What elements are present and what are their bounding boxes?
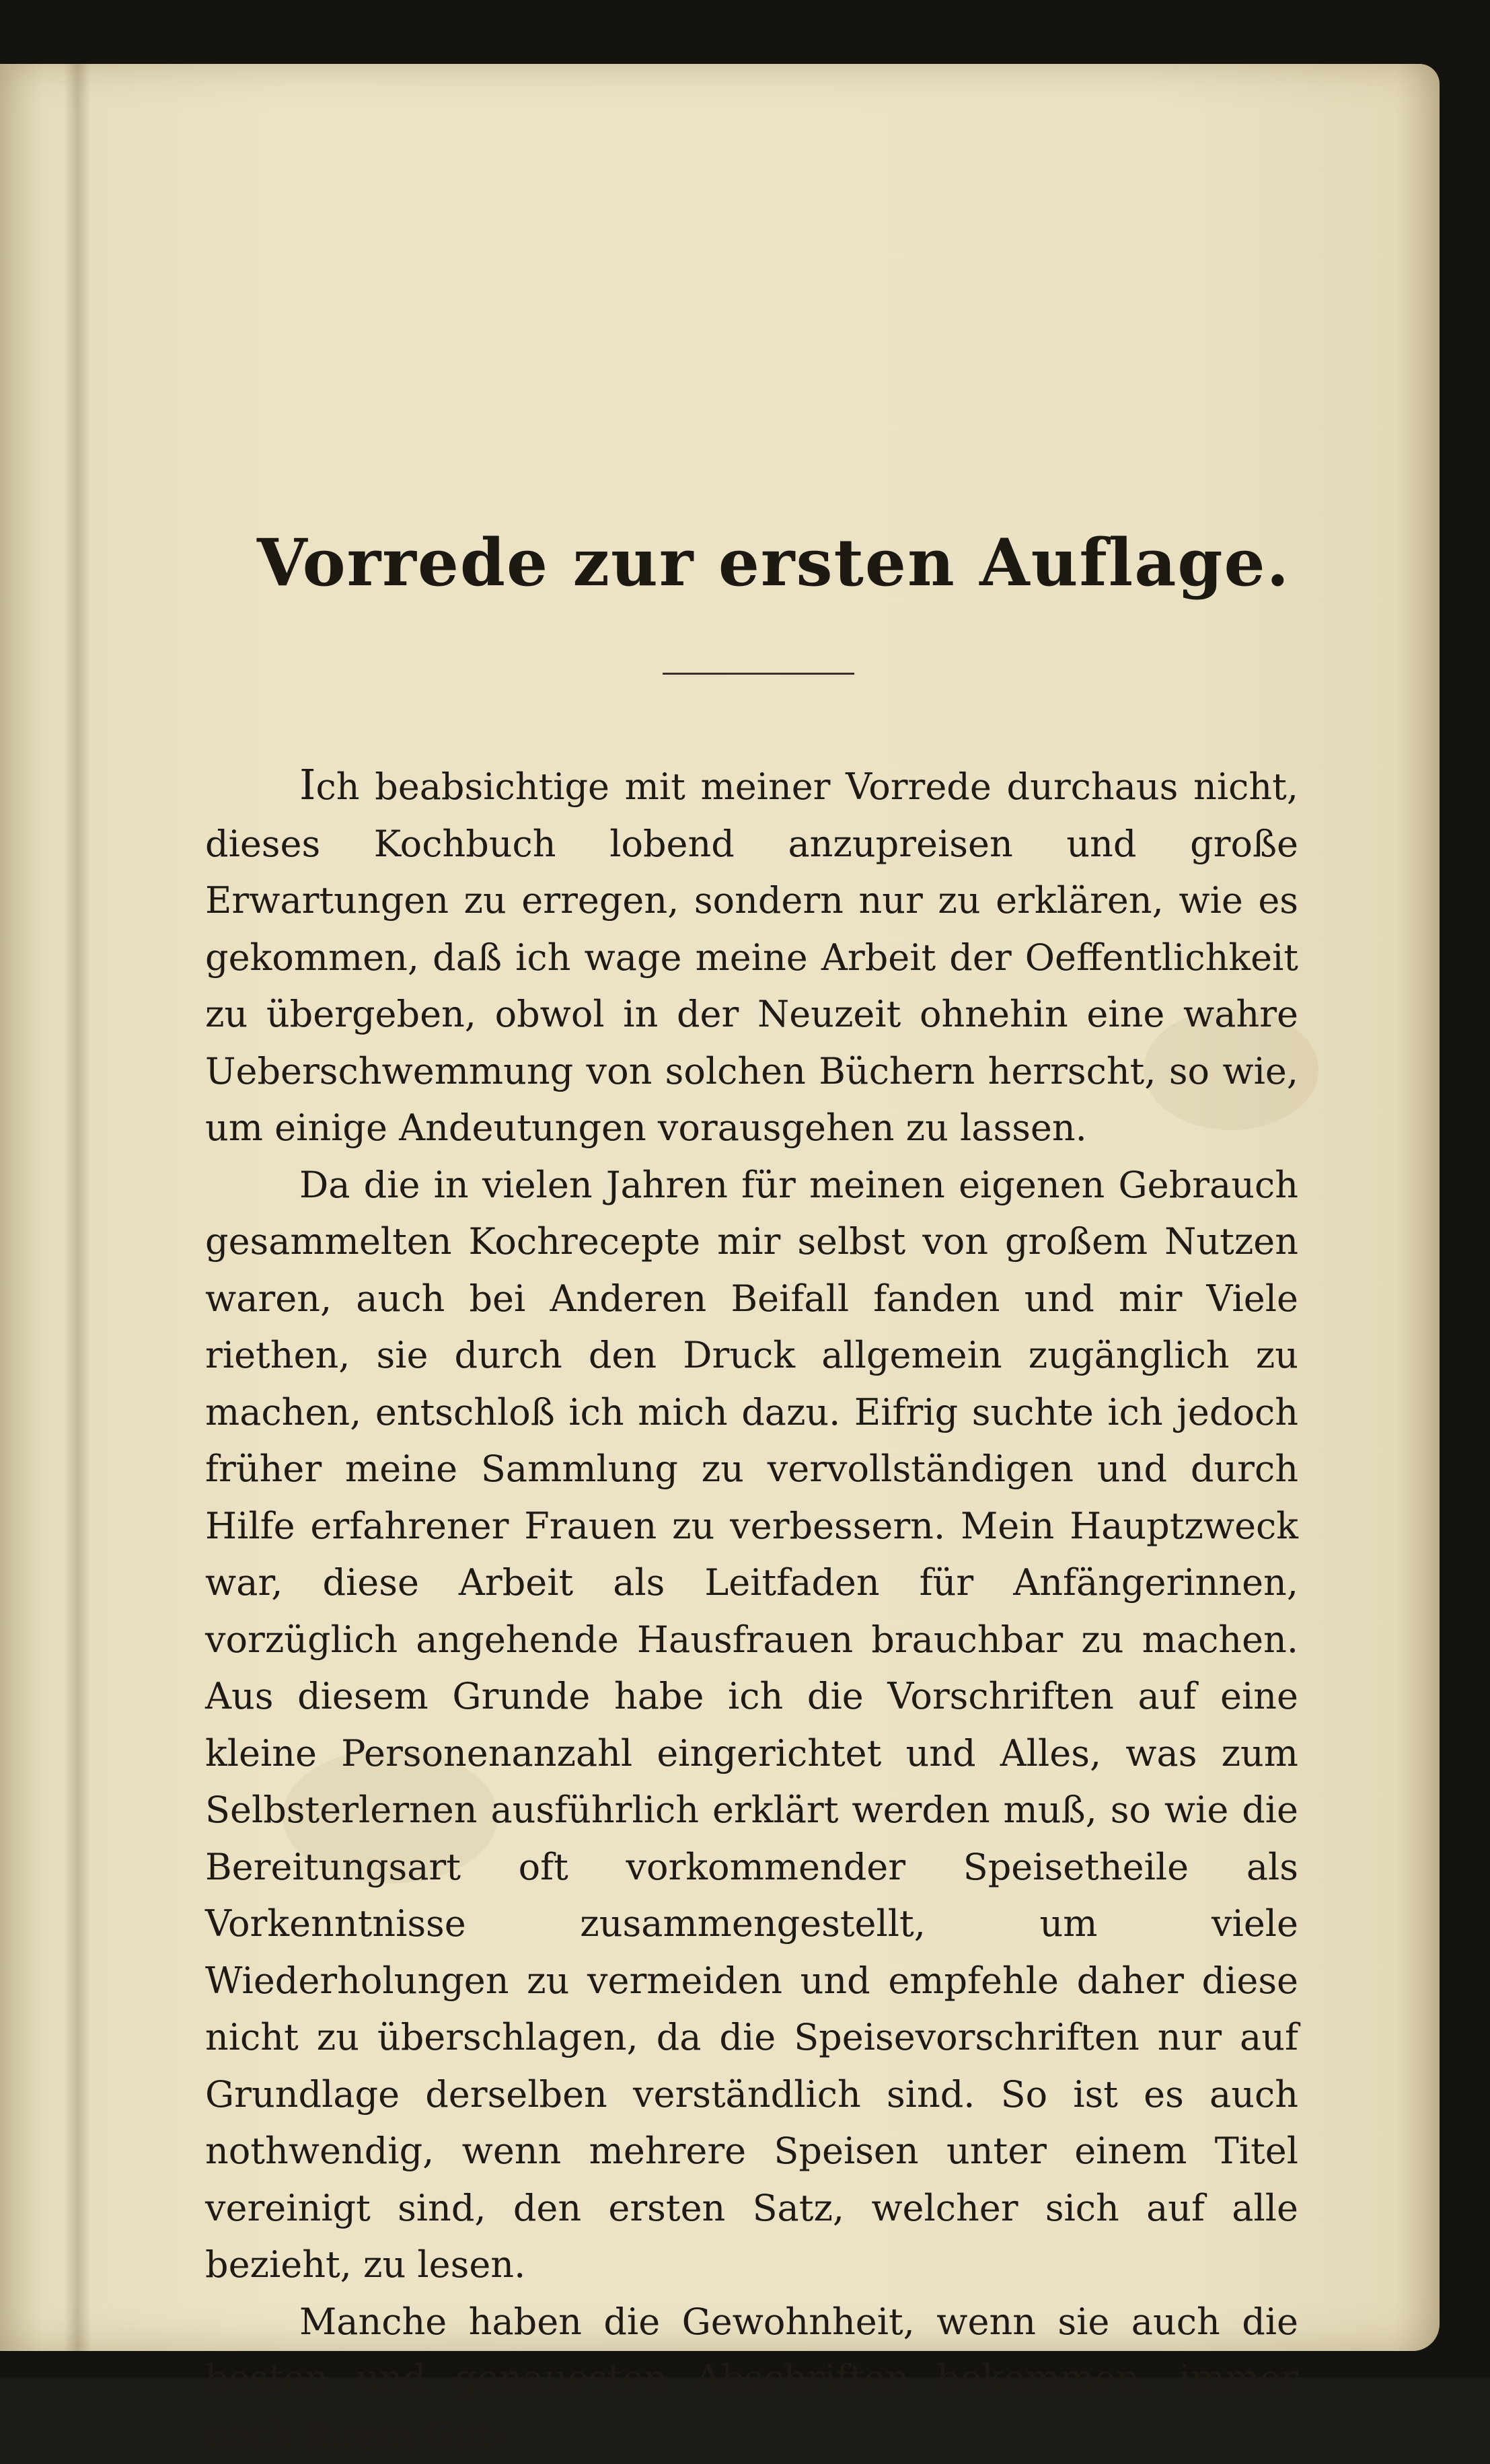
chapter-title: Vorrede zur ersten Auflage. — [168, 525, 1379, 601]
paragraph: Manche haben die Gewohnheit, wenn sie auch die besten und genauesten Abschriften bekommen, immer nach ihrem Gut- — [205, 2294, 1298, 2464]
paragraph: Ich beabsichtige mit meiner Vorrede durchaus nicht, dieses Kochbuch lobend anzupreisen und große Erwartungen zu erregen, sondern nur zu erklären, wie es gekommen, daß ich wage meine Arbeit der Oeffentlichkeit zu übergeben, obwol in der Neuzeit ohnehin eine wahre Ueberschwemmung von solchen Büchern herrscht, so wie, um einige Andeutungen vorausgehen zu lassen. — [205, 757, 1298, 1157]
title-divider — [663, 673, 854, 675]
paragraph: Da die in vielen Jahren für meinen eigenen Gebrauch gesammelten Kochrecepte mir selbst von großem Nutzen waren, auch bei Anderen Beifall fanden und mir Viele riethen, sie durch den Druck allgemein zugänglich zu machen, entschloß ich mich dazu. Eifrig suchte ich jedoch früher meine Sammlung zu vervollständigen und durch Hilfe erfahrener Frauen zu verbessern. Mein Hauptzweck war, diese Arbeit als Leitfaden für Anfängerinnen, vorzüglich angehende Hausfrauen brauchbar zu machen. Aus diesem Grunde habe ich die Vorschriften auf eine kleine Personenanzahl eingerichtet und Alles, was zum Selbsterlernen ausführlich erklärt werden muß, so wie die Bereitungsart oft vorkommender Speisetheile als Vorkenntnisse zusammengestellt, um viele Wiederholungen zu vermeiden und empfehle daher diese nicht zu überschlagen, da die Speisevorschriften nur auf Grundlage derselben verständlich sind. So ist es auch nothwendig, wenn mehrere Speisen unter einem Titel vereinigt sind, den ersten Satz, welcher sich auf alle bezieht, zu lesen. — [205, 1157, 1298, 2294]
page-gutter — [64, 64, 91, 2351]
body-text — [205, 757, 1298, 2464]
